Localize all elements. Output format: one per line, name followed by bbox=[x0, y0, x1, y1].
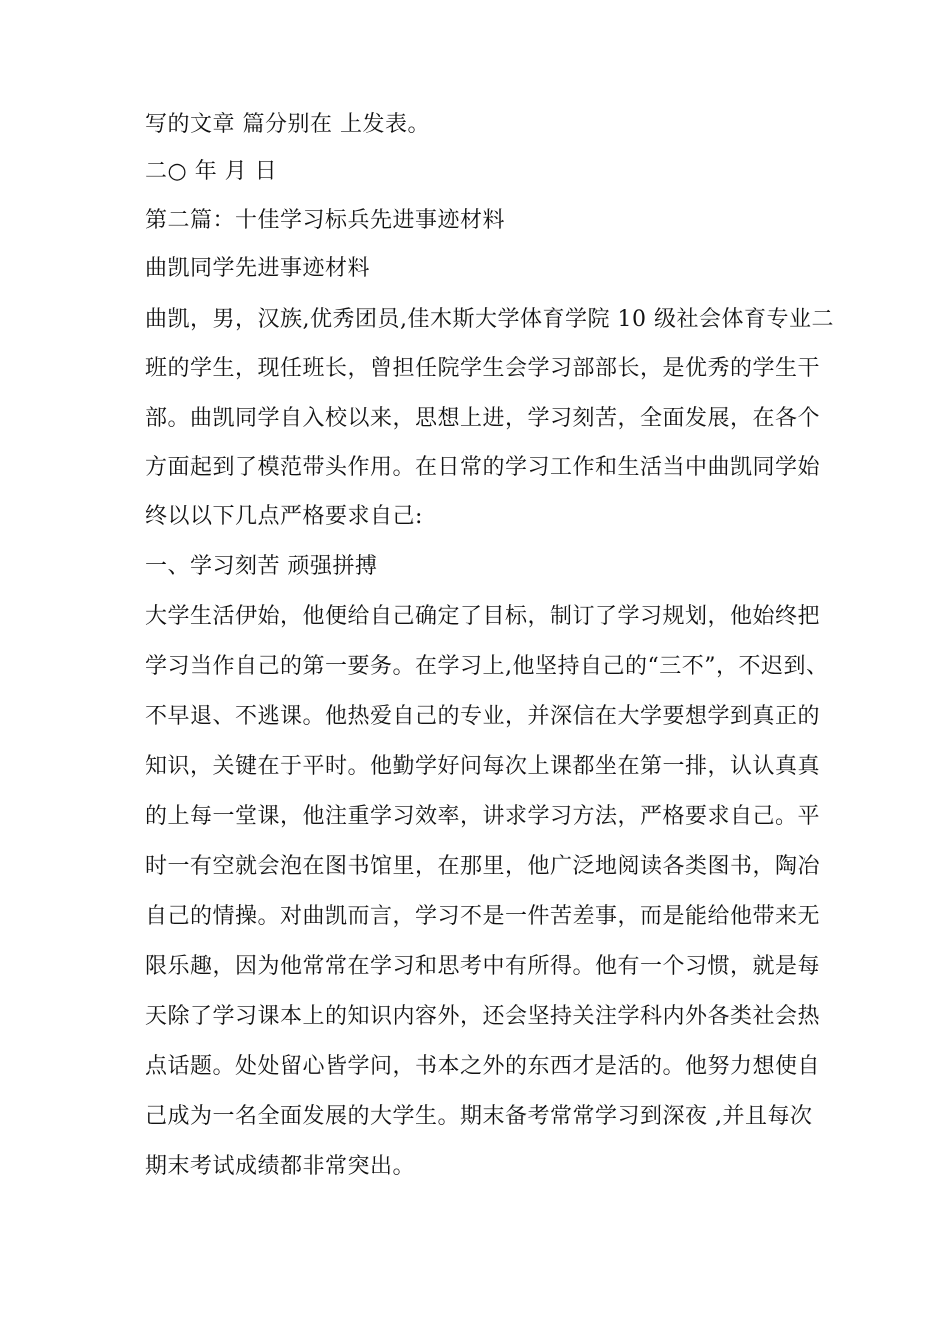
paragraph-line: 知识，关键在于平时。他勤学好问每次上课都坐在第一排，认认真真 bbox=[145, 754, 821, 779]
section-heading: 一、学习刻苦 顽强拼搏 bbox=[145, 554, 378, 579]
paragraph-line: 不早退、不逃课。他热爱自己的专业，并深信在大学要想学到真正的 bbox=[145, 704, 821, 729]
paragraph-line: 班的学生，现任班长，曾担任院学生会学习部部长，是优秀的学生干 bbox=[145, 356, 821, 381]
paragraph-line: 天除了学习课本上的知识内容外，还会坚持关注学科内外各类社会热 bbox=[145, 1004, 821, 1029]
paragraph-line: 学习当作自己的第一要务。在学习上,他坚持自己的“三不”，不迟到、 bbox=[145, 654, 829, 679]
paragraph-line: 大学生活伊始，他便给自己确定了目标，制订了学习规划，他始终把 bbox=[145, 604, 821, 629]
paragraph-line: 的上每一堂课，他注重学习效率，讲求学习方法，严格要求自己。平 bbox=[145, 804, 821, 829]
paragraph-line: 曲凯，男，汉族,优秀团员,佳木斯大学体育学院 10 级社会体育专业二 bbox=[145, 307, 834, 332]
paragraph-line: 期末考试成绩都非常突出。 bbox=[145, 1154, 416, 1179]
paragraph-line: 部。曲凯同学自入校以来，思想上进，学习刻苦，全面发展，在各个 bbox=[145, 406, 821, 431]
date-line: 二○ 年 月 日 bbox=[145, 159, 278, 184]
paragraph-line: 点话题。处处留心皆学问，书本之外的东西才是活的。他努力想使自 bbox=[145, 1054, 821, 1079]
paragraph-line: 限乐趣，因为他常常在学习和思考中有所得。他有一个习惯，就是每 bbox=[145, 954, 821, 979]
article-subtitle: 曲凯同学先进事迹材料 bbox=[145, 256, 371, 281]
paragraph-line: 时一有空就会泡在图书馆里，在那里，他广泛地阅读各类图书，陶冶 bbox=[145, 854, 821, 879]
paragraph-line: 自己的情操。对曲凯而言，学习不是一件苦差事，而是能给他带来无 bbox=[145, 904, 821, 929]
article-heading: 第二篇：十佳学习标兵先进事迹材料 bbox=[145, 208, 506, 233]
paragraph-line: 方面起到了模范带头作用。在日常的学习工作和生活当中曲凯同学始 bbox=[145, 455, 821, 480]
paragraph-line: 己成为一名全面发展的大学生。期末备考常常学习到深夜 ,并且每次 bbox=[145, 1104, 813, 1129]
paragraph-line: 终以以下几点严格要求自己: bbox=[145, 504, 423, 529]
text-line-1: 写的文章 篇分别在 上发表。 bbox=[145, 112, 430, 137]
